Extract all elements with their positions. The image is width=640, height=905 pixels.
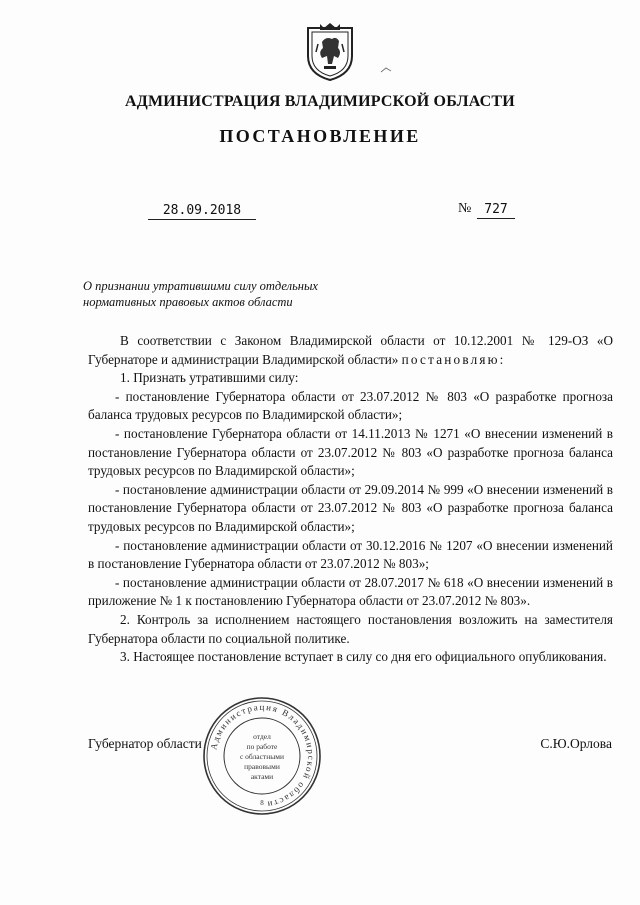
list-item: - постановление Губернатора области от 23.07.2012 № 803 «О разработке прогноза баланса трудовых ресурсов по Владимирской области»; — [88, 388, 613, 423]
list-item: - постановление Губернатора области от 14.11.2013 № 1271 «О внесении изменений в постановление Губернатора области от 23.07.2012 № 803 «О разработке прогноза баланса трудовых ресурсов по Владимирской области»; — [88, 425, 613, 479]
stamp-center-line: по работе — [246, 742, 278, 751]
coat-of-arms-icon — [302, 22, 358, 82]
official-stamp — [200, 694, 324, 818]
preamble-paragraph — [88, 332, 613, 369]
document-date: 28.09.2018 — [148, 203, 256, 220]
document-title-line: нормативных правовых актов области — [83, 295, 293, 309]
document-number-label: № — [458, 201, 472, 216]
document-type-heading: ПОСТАНОВЛЕНИЕ — [219, 126, 421, 146]
list-item: - постановление администрации области от 30.12.2016 № 1207 «О внесении изменений в постановление Губернатора области от 23.07.2012 № 803»; — [88, 537, 613, 572]
item-1-heading: 1. Признать утратившими силу: — [120, 370, 299, 386]
stamp-center-line: актами — [250, 772, 274, 781]
stamp-center-line: с областными — [239, 752, 285, 761]
signature-name: С.Ю.Орлова — [540, 736, 612, 751]
stamp-center-line: правовыми — [244, 762, 280, 771]
stamp-bottom-mark: 8 — [260, 799, 264, 807]
preamble-verb: постановляю: — [401, 351, 506, 367]
item-3-paragraph: 3. Настоящее постановление вступает в силу со дня его официального опубликования. — [120, 649, 607, 665]
scan-artifact-icon — [380, 66, 392, 74]
document-number: 727 — [477, 202, 515, 219]
stamp-center-line: отдел — [253, 732, 271, 741]
list-item: - постановление администрации области от 28.07.2017 № 618 «О внесении изменений в приложение № 1 к постановлению Губернатора области от 23.07.2012 № 803». — [88, 574, 613, 609]
preamble-text: В соответствии с Законом Владимирской области от 10.12.2001 № 129-ОЗ «О Губернаторе и администрации Владимирской области» — [88, 333, 613, 367]
document-title — [83, 278, 318, 310]
item-2-paragraph: 2. Контроль за исполнением настоящего постановления возложить на заместителя Губернатора области по социальной политике. — [88, 611, 613, 646]
list-item: - постановление администрации области от 29.09.2014 № 999 «О внесении изменений в постановление Губернатора области от 23.07.2012 № 803 «О разработке прогноза баланса трудовых ресурсов по Владимирской области»; — [88, 481, 613, 534]
document-title-line: О признании утратившими силу отдельных — [83, 279, 318, 293]
organization-heading: АДМИНИСТРАЦИЯ ВЛАДИМИРСКОЙ ОБЛАСТИ — [125, 93, 515, 110]
document-body — [88, 332, 613, 667]
signature-role: Губернатор области — [88, 736, 202, 751]
stamp-ring-text: Администрация Владимирской области — [208, 701, 317, 810]
